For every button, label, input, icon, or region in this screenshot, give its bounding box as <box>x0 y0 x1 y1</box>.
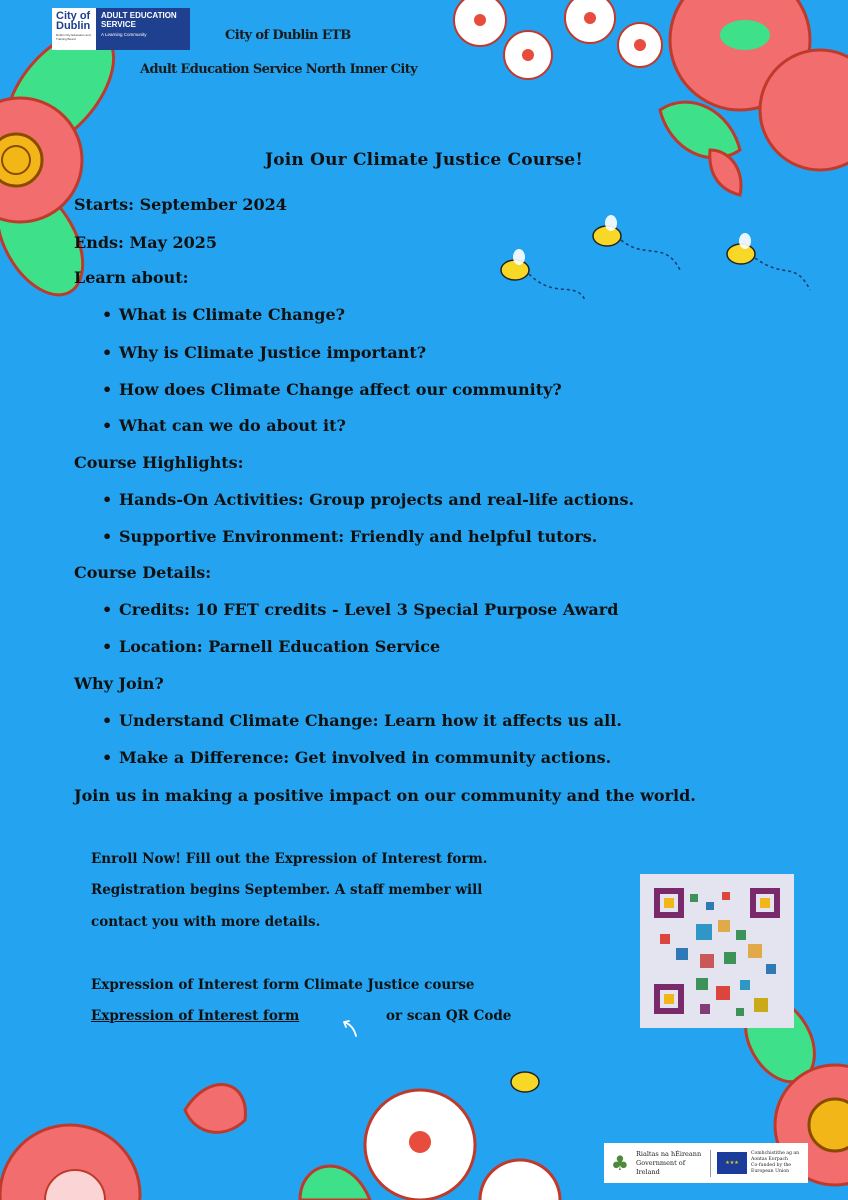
government-of-ireland-logo <box>636 1150 711 1177</box>
logo-aes-text: ADULT EDUCATION SERVICE <box>101 11 177 29</box>
list-item: • How does Climate Change affect our community? <box>102 380 562 399</box>
end-date: Ends: May 2025 <box>74 233 217 252</box>
org-name: City of Dublin ETB <box>225 28 351 43</box>
highlights-heading: Course Highlights: <box>74 453 244 472</box>
details-heading: Course Details: <box>74 563 212 582</box>
eu-flag-icon: ★★★ <box>717 1152 747 1174</box>
scan-qr-text: or scan QR Code <box>386 1008 512 1024</box>
list-item: • Hands-On Activities: Group projects and real-life actions. <box>102 490 634 509</box>
list-item: • Understand Climate Change: Learn how it affects us all. <box>102 711 622 730</box>
list-item: • Credits: 10 FET credits - Level 3 Special Purpose Award <box>102 600 618 619</box>
qr-code[interactable] <box>640 874 794 1028</box>
eu-cofunded-logo <box>751 1151 807 1175</box>
white-flowers-top-decoration <box>440 0 680 100</box>
list-item: • What can we do about it? <box>102 416 346 435</box>
learn-heading: Learn about: <box>74 268 189 287</box>
flowers-bottom-decoration <box>0 1050 620 1200</box>
enroll-line-2: Registration begins September. A staff member will <box>91 882 483 898</box>
enroll-line-3: contact you with more details. <box>91 914 321 930</box>
list-item: • What is Climate Change? <box>102 305 345 324</box>
logo-aes-tagline: A Learning Community <box>101 32 147 37</box>
enroll-line-1: Enroll Now! Fill out the Expression of Interest form. <box>91 851 488 867</box>
closing-statement: Join us in making a positive impact on our community and the world. <box>74 786 696 805</box>
funding-logos <box>604 1143 808 1183</box>
arrow-icon <box>338 1016 362 1040</box>
list-item: • Why is Climate Justice important? <box>102 343 426 362</box>
harp-icon: ♣ <box>611 1151 629 1175</box>
start-date: Starts: September 2024 <box>74 195 287 214</box>
list-item: • Location: Parnell Education Service <box>102 637 440 656</box>
ireland-text-english: Government of Ireland <box>636 1158 686 1176</box>
eu-text-irish: Comhchistithe ag an Aontas Eorpach <box>751 1151 800 1162</box>
form-label: Expression of Interest form Climate Justice course <box>91 977 475 993</box>
logo-city-mark <box>52 8 96 50</box>
expression-of-interest-link[interactable]: Expression of Interest form <box>91 1008 300 1024</box>
adult-education-service-logo <box>96 8 190 50</box>
why-heading: Why Join? <box>74 674 164 693</box>
org-subname: Adult Education Service North Inner City <box>140 62 418 77</box>
logo-city-text: City of Dublin <box>56 10 91 32</box>
eu-text-english: Co-funded by the European Union <box>751 1163 792 1174</box>
bees-decoration <box>495 210 815 330</box>
logo-city-sub: Dublin City Education and Training Board <box>56 33 91 41</box>
page-title: Join Our Climate Justice Course! <box>264 150 583 170</box>
list-item: • Supportive Environment: Friendly and helpful tutors. <box>102 527 597 546</box>
list-item: • Make a Difference: Get involved in community actions. <box>102 748 611 767</box>
ireland-text-irish: Rialtas na hÉireann <box>636 1149 702 1158</box>
city-of-dublin-logo <box>52 8 190 50</box>
